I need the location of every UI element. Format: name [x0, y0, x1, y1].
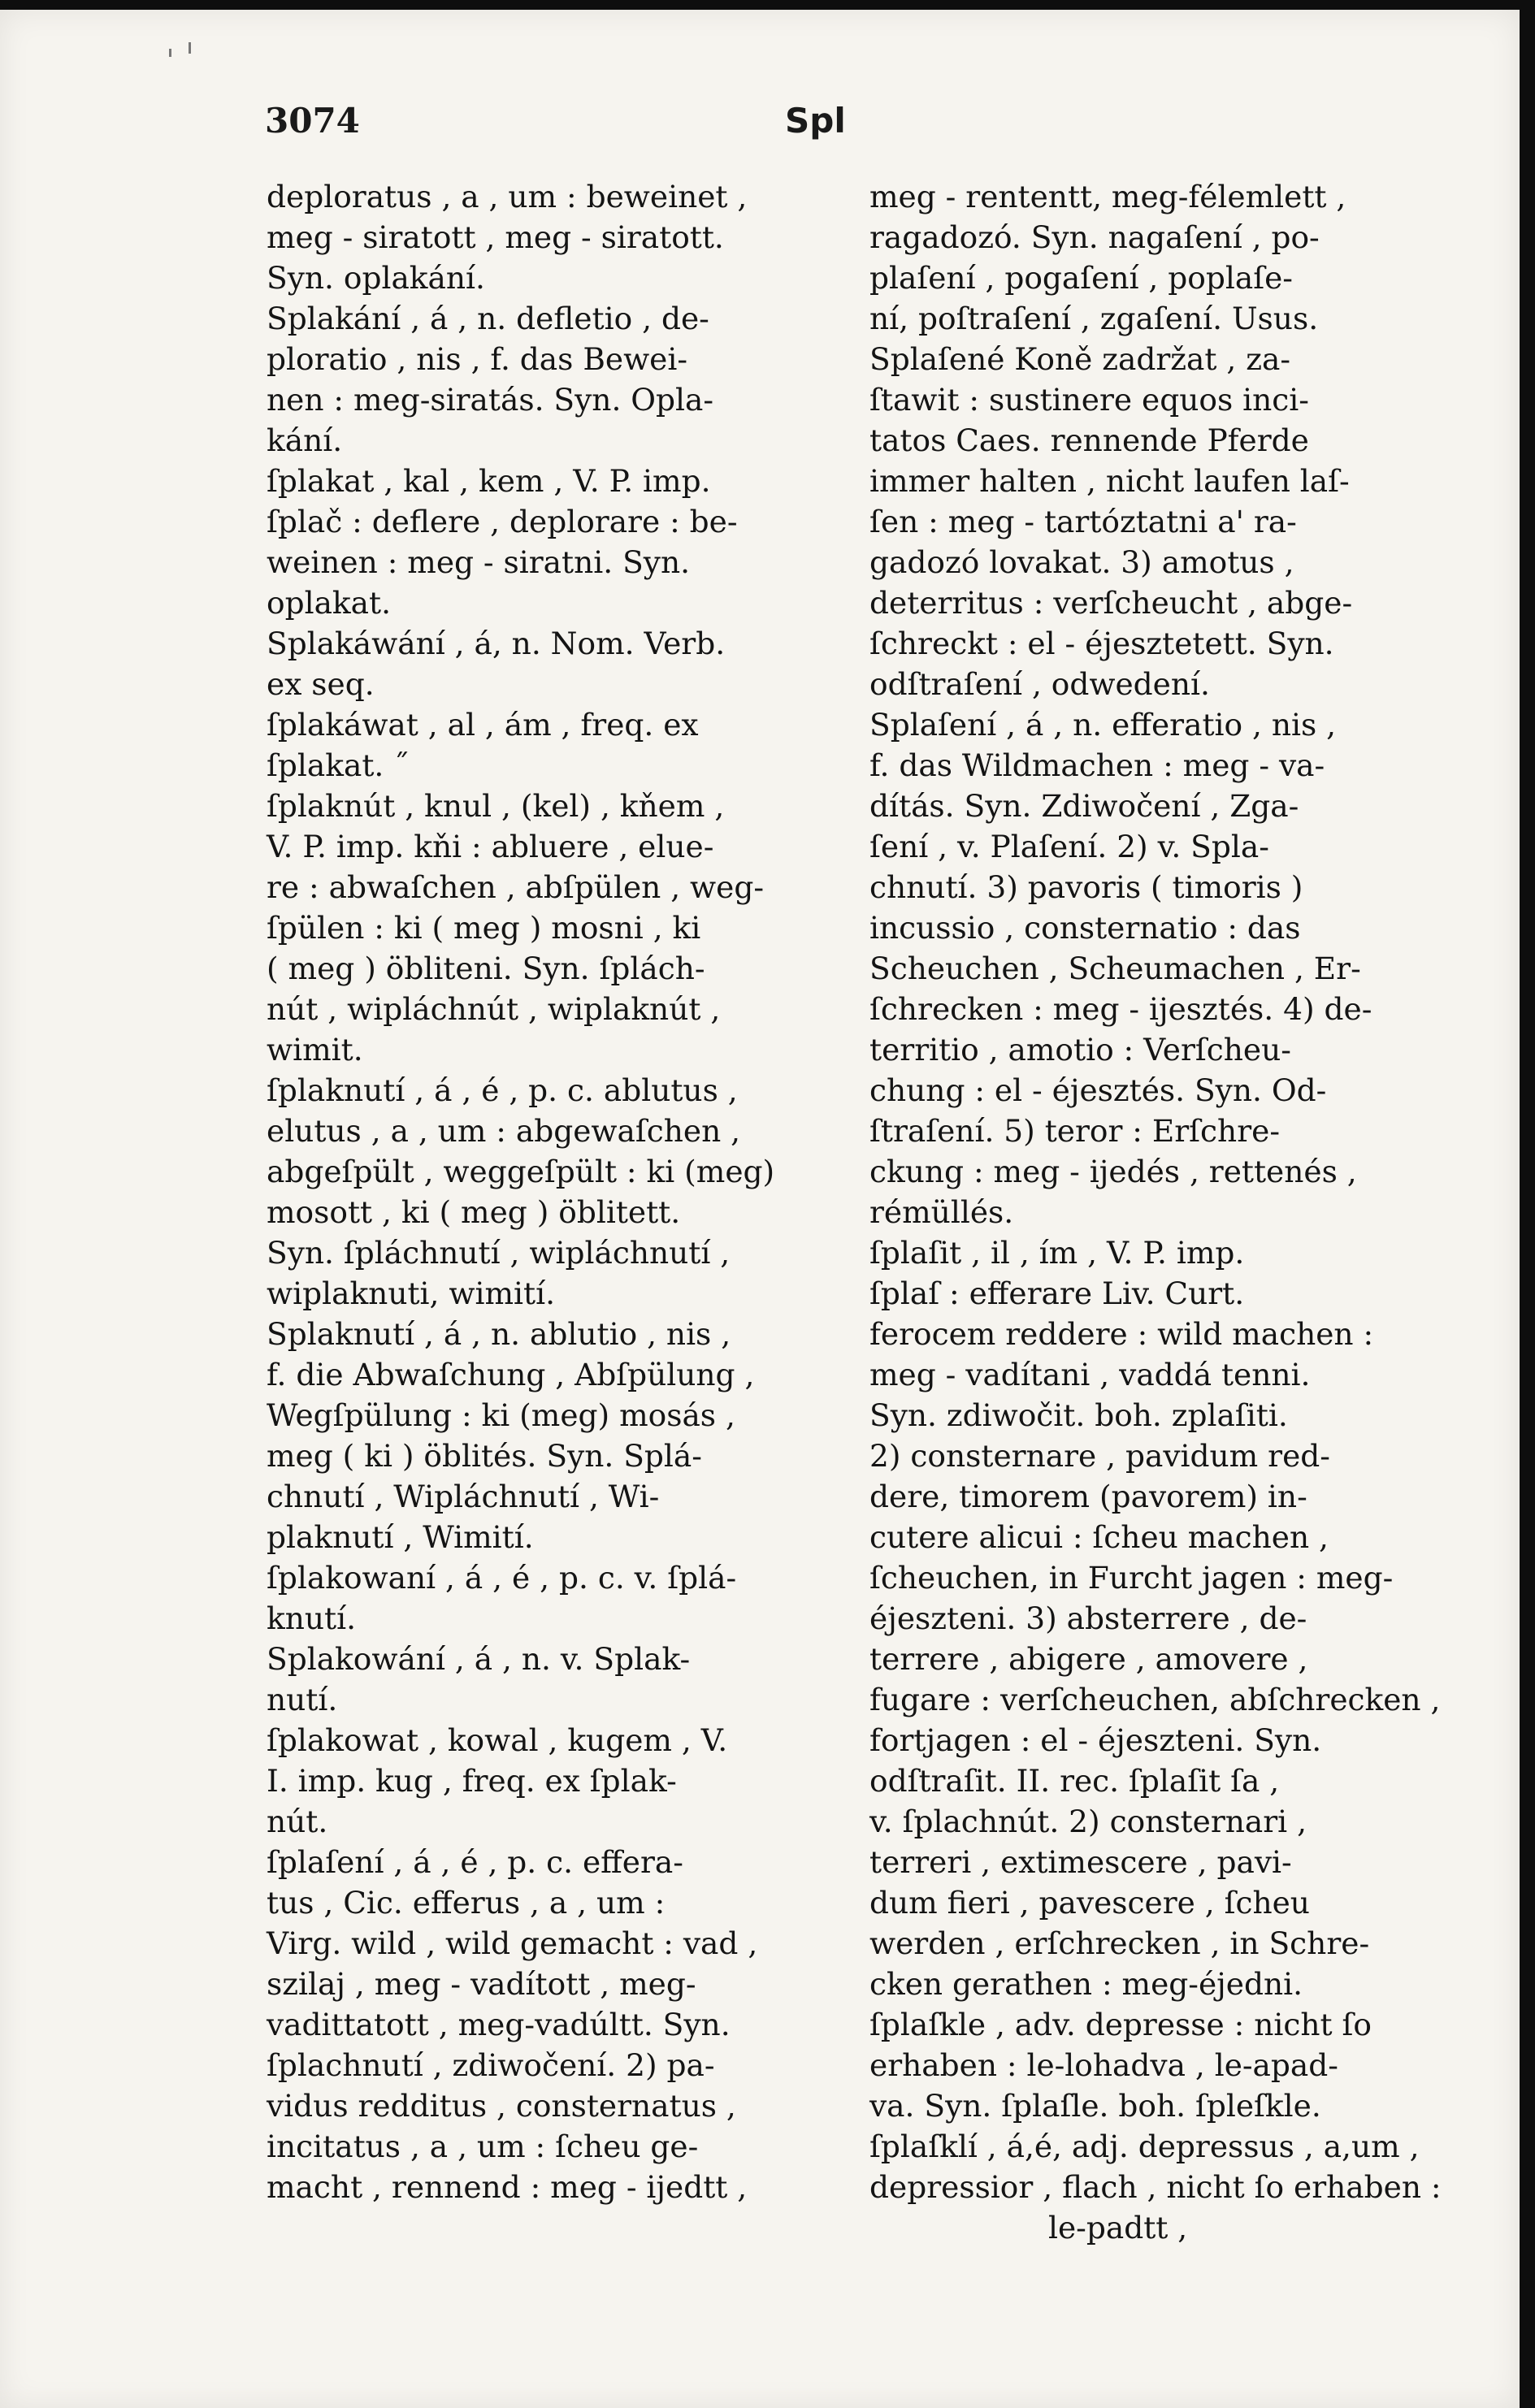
text-line: ſplakowaní , á , é , p. c. v. ſplá- [267, 1560, 737, 1596]
text-line: f. die Abwaſchung , Abſpülung , [267, 1357, 755, 1392]
text-line: nutí. [267, 1682, 338, 1717]
text-line: Splaknutí , á , n. ablutio , nis , [267, 1316, 731, 1352]
text-line: chnutí. 3) pavoris ( timoris ) [869, 869, 1303, 905]
text-line: deterritus : verſcheucht , abge- [869, 585, 1353, 621]
text-line: werden , erſchrecken , in Schre- [869, 1925, 1370, 1961]
text-line: wimit. [267, 1032, 363, 1068]
left-column [267, 176, 819, 2207]
text-line: ex seq. [267, 666, 375, 702]
text-line: ſcheuchen, in Furcht jagen : meg- [869, 1560, 1394, 1596]
text-line: terrere , abigere , amovere , [869, 1641, 1308, 1677]
text-line: plaknutí , Wimití. [267, 1519, 534, 1555]
text-line: nút , wipláchnút , wiplaknút , [267, 991, 721, 1027]
text-line: dítás. Syn. Zdiwočení , Zga- [869, 788, 1299, 824]
text-line: f. das Wildmachen : meg - va- [869, 747, 1325, 783]
text-line: deploratus , a , um : bewеinet , [267, 179, 748, 214]
text-line: Splakáwání , á, n. Nom. Verb. [267, 626, 726, 661]
text-line: knutí. [267, 1600, 357, 1636]
text-line: meg - siratott , meg - siratott. [267, 219, 724, 255]
text-line: Syn. oplakání. [267, 260, 485, 296]
text-line: erhaben : le-lohadva , le-apad- [869, 2047, 1338, 2083]
text-line: ſplaſení , á , é , p. c. effera- [267, 1844, 683, 1880]
text-line: cutere alicui : ſcheu machen , [869, 1519, 1329, 1555]
text-line: vadittatott , meg-vadúltt. Syn. [267, 2007, 731, 2042]
text-line: odſtraſit. II. rec. ſplaſit ſa , [869, 1763, 1280, 1799]
text-line: ſplaſit , il , ím , V. P. imp. [869, 1235, 1245, 1271]
text-line: meg ( ki ) öblités. Syn. Splá- [267, 1438, 702, 1474]
text-line: nút. [267, 1804, 328, 1839]
text-line: ſtraſení. 5) teror : Erſchre- [869, 1113, 1280, 1149]
text-line: territio , amotio : Verſcheu- [869, 1032, 1291, 1068]
page-number: 3074 [265, 101, 360, 141]
text-line: ſplaknút , knul , (kel) , kňem , [267, 788, 725, 824]
ink-speck [169, 49, 171, 57]
text-line: Scheuchen , Scheumachen , Er- [869, 951, 1361, 986]
text-line: ſchrecken : meg - ijesztés. 4) de- [869, 991, 1372, 1027]
text-line: ckung : meg - ijedés , rettenés , [869, 1154, 1357, 1189]
text-line: Splakowání , á , n. v. Splak- [267, 1641, 691, 1677]
text-line: ragadozó. Syn. nagaſení , po- [869, 219, 1320, 255]
text-line: ſen : meg - tartóztatni a' ra- [869, 504, 1297, 539]
text-line: ſplachnutí , zdiwočení. 2) pa- [267, 2047, 715, 2083]
text-line: depressior , flach , nicht ſo erhaben : [869, 2169, 1442, 2205]
text-line: cken gerathen : meg-éjedni. [869, 1966, 1303, 2002]
ink-speck [189, 42, 191, 54]
text-line: v. ſplachnút. 2) consternari , [869, 1804, 1307, 1839]
text-line: nen : meg-siratás. Syn. Opla- [267, 382, 714, 418]
text-line: plaſení , pogaſení , poplaſe- [869, 260, 1293, 296]
text-line: ſení , v. Plaſení. 2) v. Spla- [869, 829, 1269, 864]
text-line: chung : el - éjesztés. Syn. Od- [869, 1072, 1327, 1108]
text-line: rémüllés. [869, 1194, 1014, 1230]
text-line: kání. [267, 422, 343, 458]
text-line: ſchreckt : el - éjesztetett. Syn. [869, 626, 1334, 661]
text-line: ní, poſtraſení , zgaſení. Usus. [869, 301, 1319, 336]
text-line: ſplaſklí , á,é, adj. depressus , a,um , [869, 2129, 1420, 2164]
text-line: ſplakat , kal , kem , V. P. imp. [267, 463, 711, 499]
text-line: éjeszteni. 3) absterrere , de- [869, 1600, 1307, 1636]
text-line: ſplakowat , kowal , kugem , V. [267, 1722, 728, 1758]
right-column [869, 176, 1442, 2248]
text-line: dum fieri , pavescere , ſcheu [869, 1885, 1310, 1921]
text-line: elutus , a , um : abgewaſchen , [267, 1113, 741, 1149]
running-head: Spl [785, 101, 846, 141]
text-line: oplakat. [267, 585, 392, 621]
text-line: terreri , extimescere , pavi- [869, 1844, 1292, 1880]
text-line: ploratio , nis , f. das Bewei- [267, 341, 688, 377]
text-line: Splakání , á , n. defletio , de- [267, 301, 709, 336]
text-line: meg - rententt, meg-félemlett , [869, 179, 1346, 214]
text-line: vidus redditus , consternatus , [267, 2088, 736, 2124]
text-line: ſplaſkle , adv. depresse : nicht ſo [869, 2007, 1372, 2042]
text-line: abgeſpült , weggeſpült : ki (meg) [267, 1154, 775, 1189]
text-line: fortjagen : el - éjeszteni. Syn. [869, 1722, 1322, 1758]
text-line: chnutí , Wipláchnutí , Wi- [267, 1479, 660, 1514]
text-line: incussio , consternatio : das [869, 910, 1301, 946]
text-line: mosott , ki ( meg ) öblitett. [267, 1194, 681, 1230]
text-line: wiplaknuti, wimití. [267, 1275, 556, 1311]
text-line: immer halten , nicht laufen laſ- [869, 463, 1350, 499]
text-line: Syn. ſpláchnutí , wipláchnutí , [267, 1235, 731, 1271]
text-line: incitatus , a , um : ſcheu ge- [267, 2129, 699, 2164]
text-line: ſtawit : sustinere equos inci- [869, 382, 1309, 418]
text-line: Wegſpülung : ki (meg) mosás , [267, 1397, 735, 1433]
text-line: odſtraſení , odwedení. [869, 666, 1210, 702]
text-line: Virg. wild , wild gemacht : vad , [267, 1925, 758, 1961]
text-line: macht , rennend : meg - ijedtt , [267, 2169, 748, 2205]
text-line: szilaj , meg - vadított , meg- [267, 1966, 696, 2002]
text-line: re : abwaſchen , abſpülen , weg- [267, 869, 765, 905]
text-line: weinen : meg - siratni. Syn. [267, 544, 691, 580]
text-line: ( meg ) öbliteni. Syn. ſplách- [267, 951, 705, 986]
book-page [0, 10, 1520, 2408]
text-line: gadozó lovakat. 3) amotus , [869, 544, 1294, 580]
text-line: Splaſení , á , n. efferatio , nis , [869, 707, 1337, 743]
text-line: dere, timorem (pavorem) in- [869, 1479, 1307, 1514]
text-line: V. P. imp. kňi : abluere , elue- [267, 829, 714, 864]
text-line: ſplaknutí , á , é , p. c. ablutus , [267, 1072, 738, 1108]
text-line: ſplaſ : efferare Liv. Curt. [869, 1275, 1245, 1311]
text-line: tatos Caes. rennende Pferde [869, 422, 1309, 458]
text-line: ſplakáwat , al , ám , freq. ex [267, 707, 699, 743]
text-line: meg - vadítani , vaddá tenni. [869, 1357, 1311, 1392]
text-line: Syn. zdiwočit. boh. zplaſiti. [869, 1397, 1288, 1433]
page-header [265, 101, 1520, 149]
text-line: le-padtt , [1048, 2210, 1188, 2246]
text-line: ſpülen : ki ( meg ) mosni , ki [267, 910, 701, 946]
text-line: fugare : verſcheuchen, abſchrecken , [869, 1682, 1441, 1717]
text-line: I. imp. kug , freq. ex ſplak- [267, 1763, 677, 1799]
text-line: tus , Cic. efferus , a , um : [267, 1885, 666, 1921]
text-line: va. Syn. ſplaſle. boh. ſpleſkle. [869, 2088, 1321, 2124]
text-line: ferocem reddere : wild machen : [869, 1316, 1374, 1352]
text-line: Splaſené Koně zadržat , za- [869, 341, 1291, 377]
text-line: ſplač : deflere , deplorare : be- [267, 504, 738, 539]
text-line: 2) consternare , pavidum red- [869, 1438, 1330, 1474]
text-line: ſplakat. ˝ [267, 747, 409, 783]
